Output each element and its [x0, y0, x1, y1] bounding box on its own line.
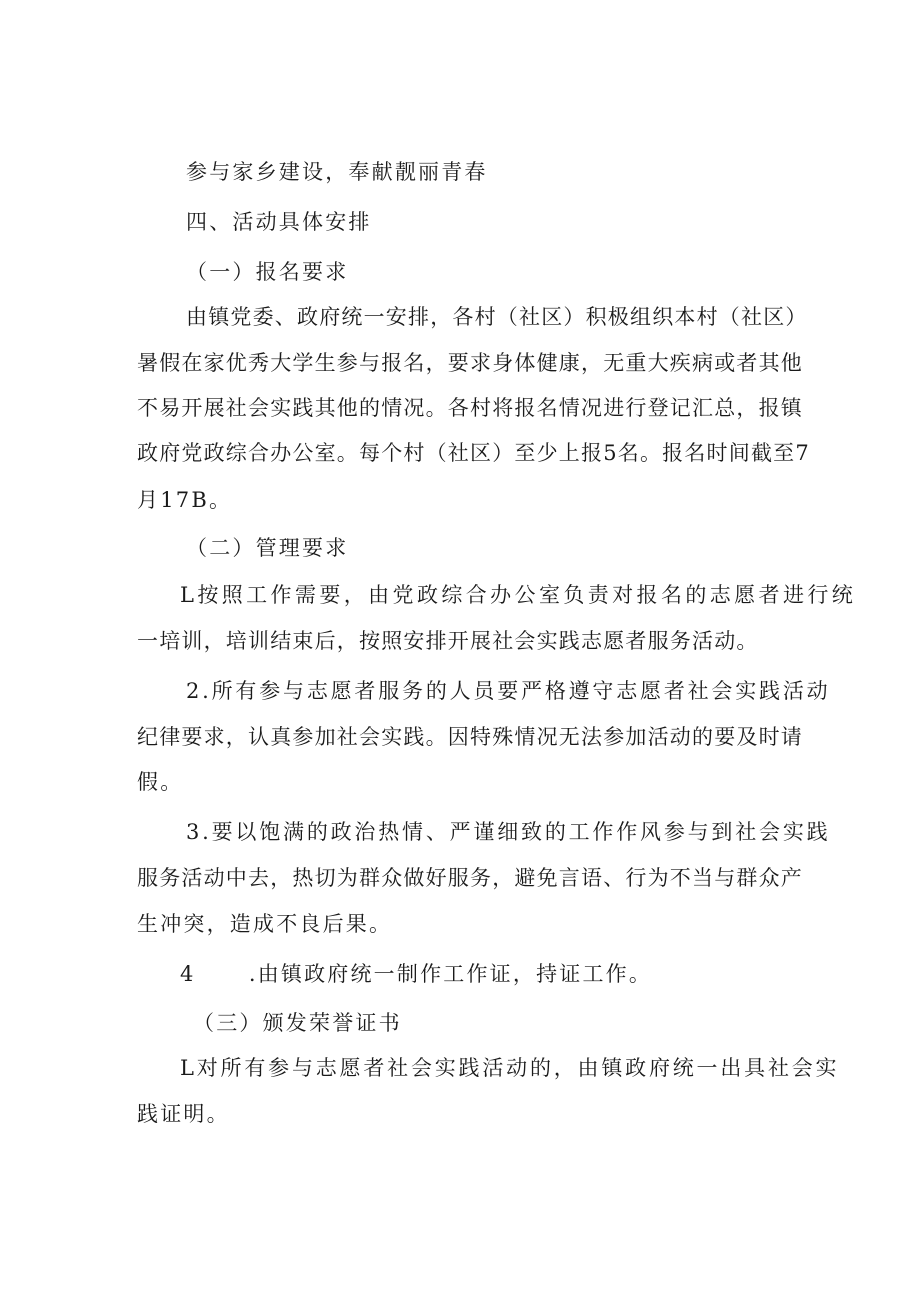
paragraph-line: 4 .由镇政府统一制作工作证，持证工作。 [180, 962, 653, 986]
section-heading-4: 四、活动具体安排 [186, 210, 372, 234]
paragraph-line: 一培训，培训结束后，按照安排开展社会实践志愿者服务活动。 [137, 629, 759, 653]
paragraph-line: L按照工作需要，由党政综合办公室负责对报名的志愿者进行统 [180, 583, 857, 607]
paragraph-line: 假。 [137, 770, 184, 794]
paragraph-line: 践证明。 [137, 1102, 230, 1126]
paragraph-line: 暑假在家优秀大学生参与报名，要求身体健康，无重大疾病或者其他 [137, 351, 803, 375]
paragraph-line: 3.要以饱满的政治热情、严谨细致的工作作风参与到社会实践 [186, 820, 831, 844]
paragraph-line: L对所有参与志愿者社会实践活动的，由镇政府统一出具社会实 [180, 1056, 840, 1080]
paragraph-line: 服务活动中去，热切为群众做好服务，避免言语、行为不当与群众产 [137, 866, 803, 890]
paragraph-line: 纪律要求，认真参加社会实践。因特殊情况无法参加活动的要及时请 [137, 725, 803, 749]
line-slogan: 参与家乡建设，奉献靓丽青春 [186, 160, 488, 184]
subsection-heading-2: （二）管理要求 [186, 536, 349, 560]
paragraph-line: 生冲突，造成不良后果。 [137, 912, 393, 936]
paragraph-line: 月17B。 [137, 488, 233, 512]
subsection-heading-3: （三）颁发荣誉证书 [193, 1011, 402, 1035]
paragraph-line: 不易开展社会实践其他的情况。各村将报名情况进行登记汇总，报镇 [137, 396, 803, 420]
subsection-heading-1: （一）报名要求 [186, 260, 349, 284]
paragraph-line: 由镇党委、政府统一安排，各村（社区）积极组织本村（社区） [186, 305, 808, 329]
paragraph-line: 2.所有参与志愿者服务的人员要严格遵守志愿者社会实践活动 [186, 679, 831, 703]
paragraph-line: 政府党政综合办公室。每个村（社区）至少上报5名。报名时间截至7 [137, 441, 810, 465]
